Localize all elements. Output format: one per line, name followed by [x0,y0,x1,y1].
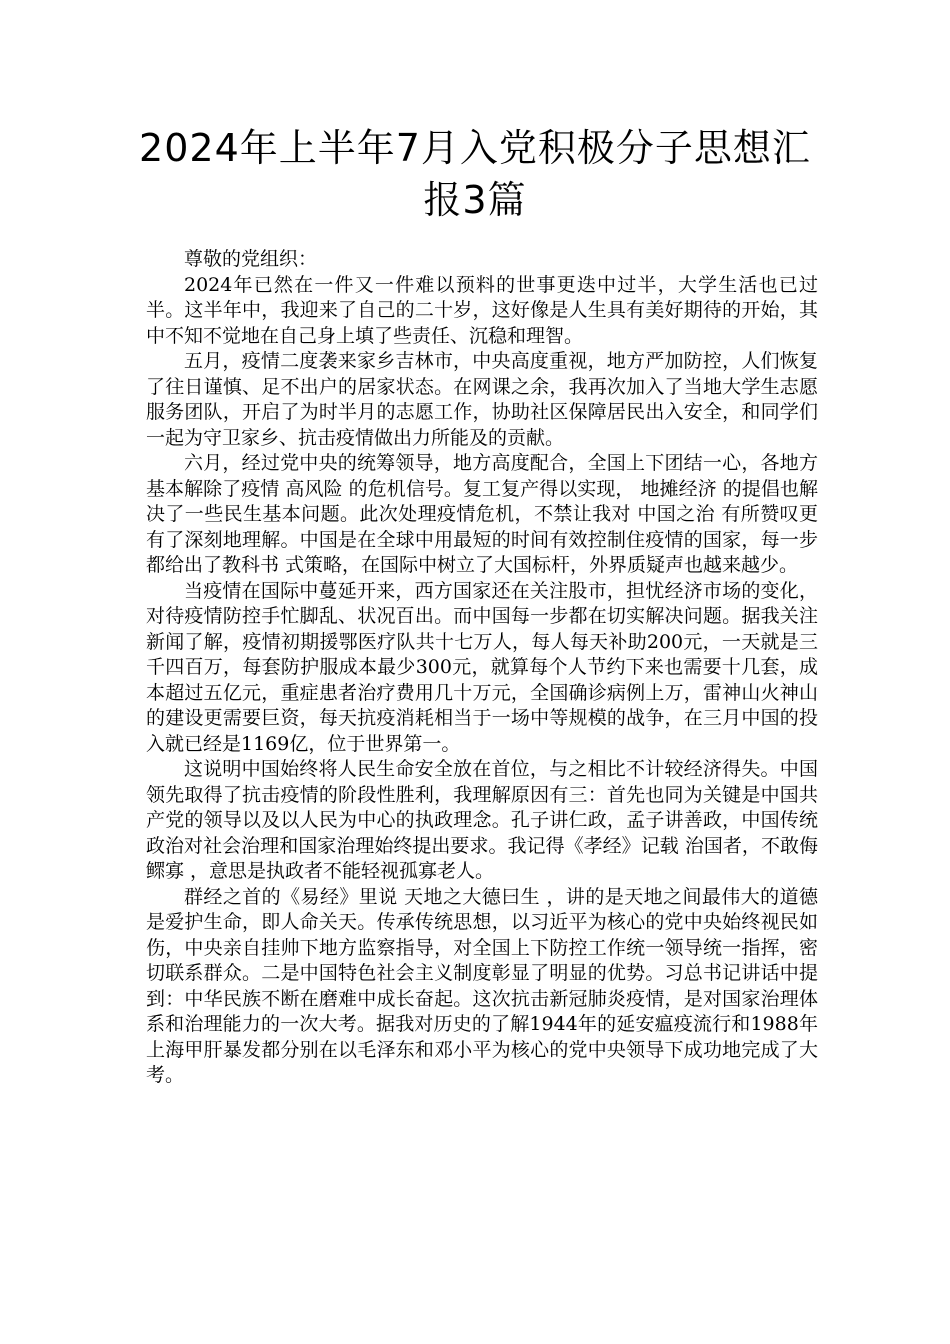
paragraph-5: 这说明中国始终将人民生命安全放在首位，与之相比不计较经济得失。中国领先取得了抗击疫情的阶段性胜利，我理解原因有三：首先也同为关键是中国共产党的领导以及以人民为中心的执政理念。孔子讲仁政，孟子讲善政，中国传统政治对社会治理和国家治理始终提出要求。我记得《孝经》记载 治国者，不敢侮鳏寡 ，意思是执政者不能轻视孤寡老人。 [146,758,818,882]
title-line-2: 报3篇 [423,178,527,222]
paragraph-4: 当疫情在国际中蔓延开来，西方国家还在关注股市，担忧经济市场的变化，对待疫情防控手忙脚乱、状况百出。而中国每一步都在切实解决问题。据我关注新闻了解，疫情初期援鄂医疗队共十七万人，每人每天补助200元，一天就是三千四百万，每套防护服成本最少300元，就算每个人节约下来也需要十几套，成本超过五亿元，重症患者治疗费用几十万元，全国确诊病例上万，雷神山火神山的建设更需要巨资，每天抗疫消耗相当于一场中等规模的战争，在三月中国的投入就已经是1169亿，位于世界第一。 [146,579,818,755]
document-body [146,247,818,1089]
document-title [100,122,850,226]
title-line-1: 2024年上半年7月入党积极分子思想汇 [139,126,811,170]
salutation: 尊敬的党组织： [184,248,318,270]
paragraph-3: 六月，经过党中央的统筹领导，地方高度配合，全国上下团结一心，各地方基本解除了疫情 高风险 的危机信号。复工复产得以实现， 地摊经济 的提倡也解决了一些民生基本问题。此次处理疫情危机，不禁让我对 中国之治 有所赞叹更有了深刻地理解。中国是在全球中用最短的时间有效控制住疫情的国家，每一步都给出了教科书 式策略，在国际中树立了大国标杆，外界质疑声也越来越少。 [146,452,818,576]
paragraph-1: 2024年已然在一件又一件难以预料的世事更迭中过半，大学生活也已过半。这半年中，我迎来了自己的二十岁，这好像是人生具有美好期待的开始，其中不知不觉地在自己身上填了些责任、沉稳和理智。 [146,273,818,347]
paragraph-6: 群经之首的《易经》里说 天地之大德曰生 ，讲的是天地之间最伟大的道德是爱护生命，即人命关天。传承传统思想，以习近平为核心的党中央始终视民如伤，中央亲自挂帅下地方监察指导，对全国上下防控工作统一领导统一指挥，密切联系群众。二是中国特色社会主义制度彰显了明显的优势。习总书记讲话中提到：中华民族不断在磨难中成长奋起。这次抗击新冠肺炎疫情，是对国家治理体系和治理能力的一次大考。据我对历史的了解1944年的延安瘟疫流行和1988年上海甲肝暴发都分别在以毛泽东和邓小平为核心的党中央领导下成功地完成了大考。 [146,885,818,1086]
paragraph-2: 五月，疫情二度袭来家乡吉林市，中央高度重视，地方严加防控，人们恢复了往日谨慎、足不出户的居家状态。在网课之余，我再次加入了当地大学生志愿服务团队，开启了为时半月的志愿工作，协助社区保障居民出入安全，和同学们一起为守卫家乡、抗击疫情做出力所能及的贡献。 [146,350,818,449]
